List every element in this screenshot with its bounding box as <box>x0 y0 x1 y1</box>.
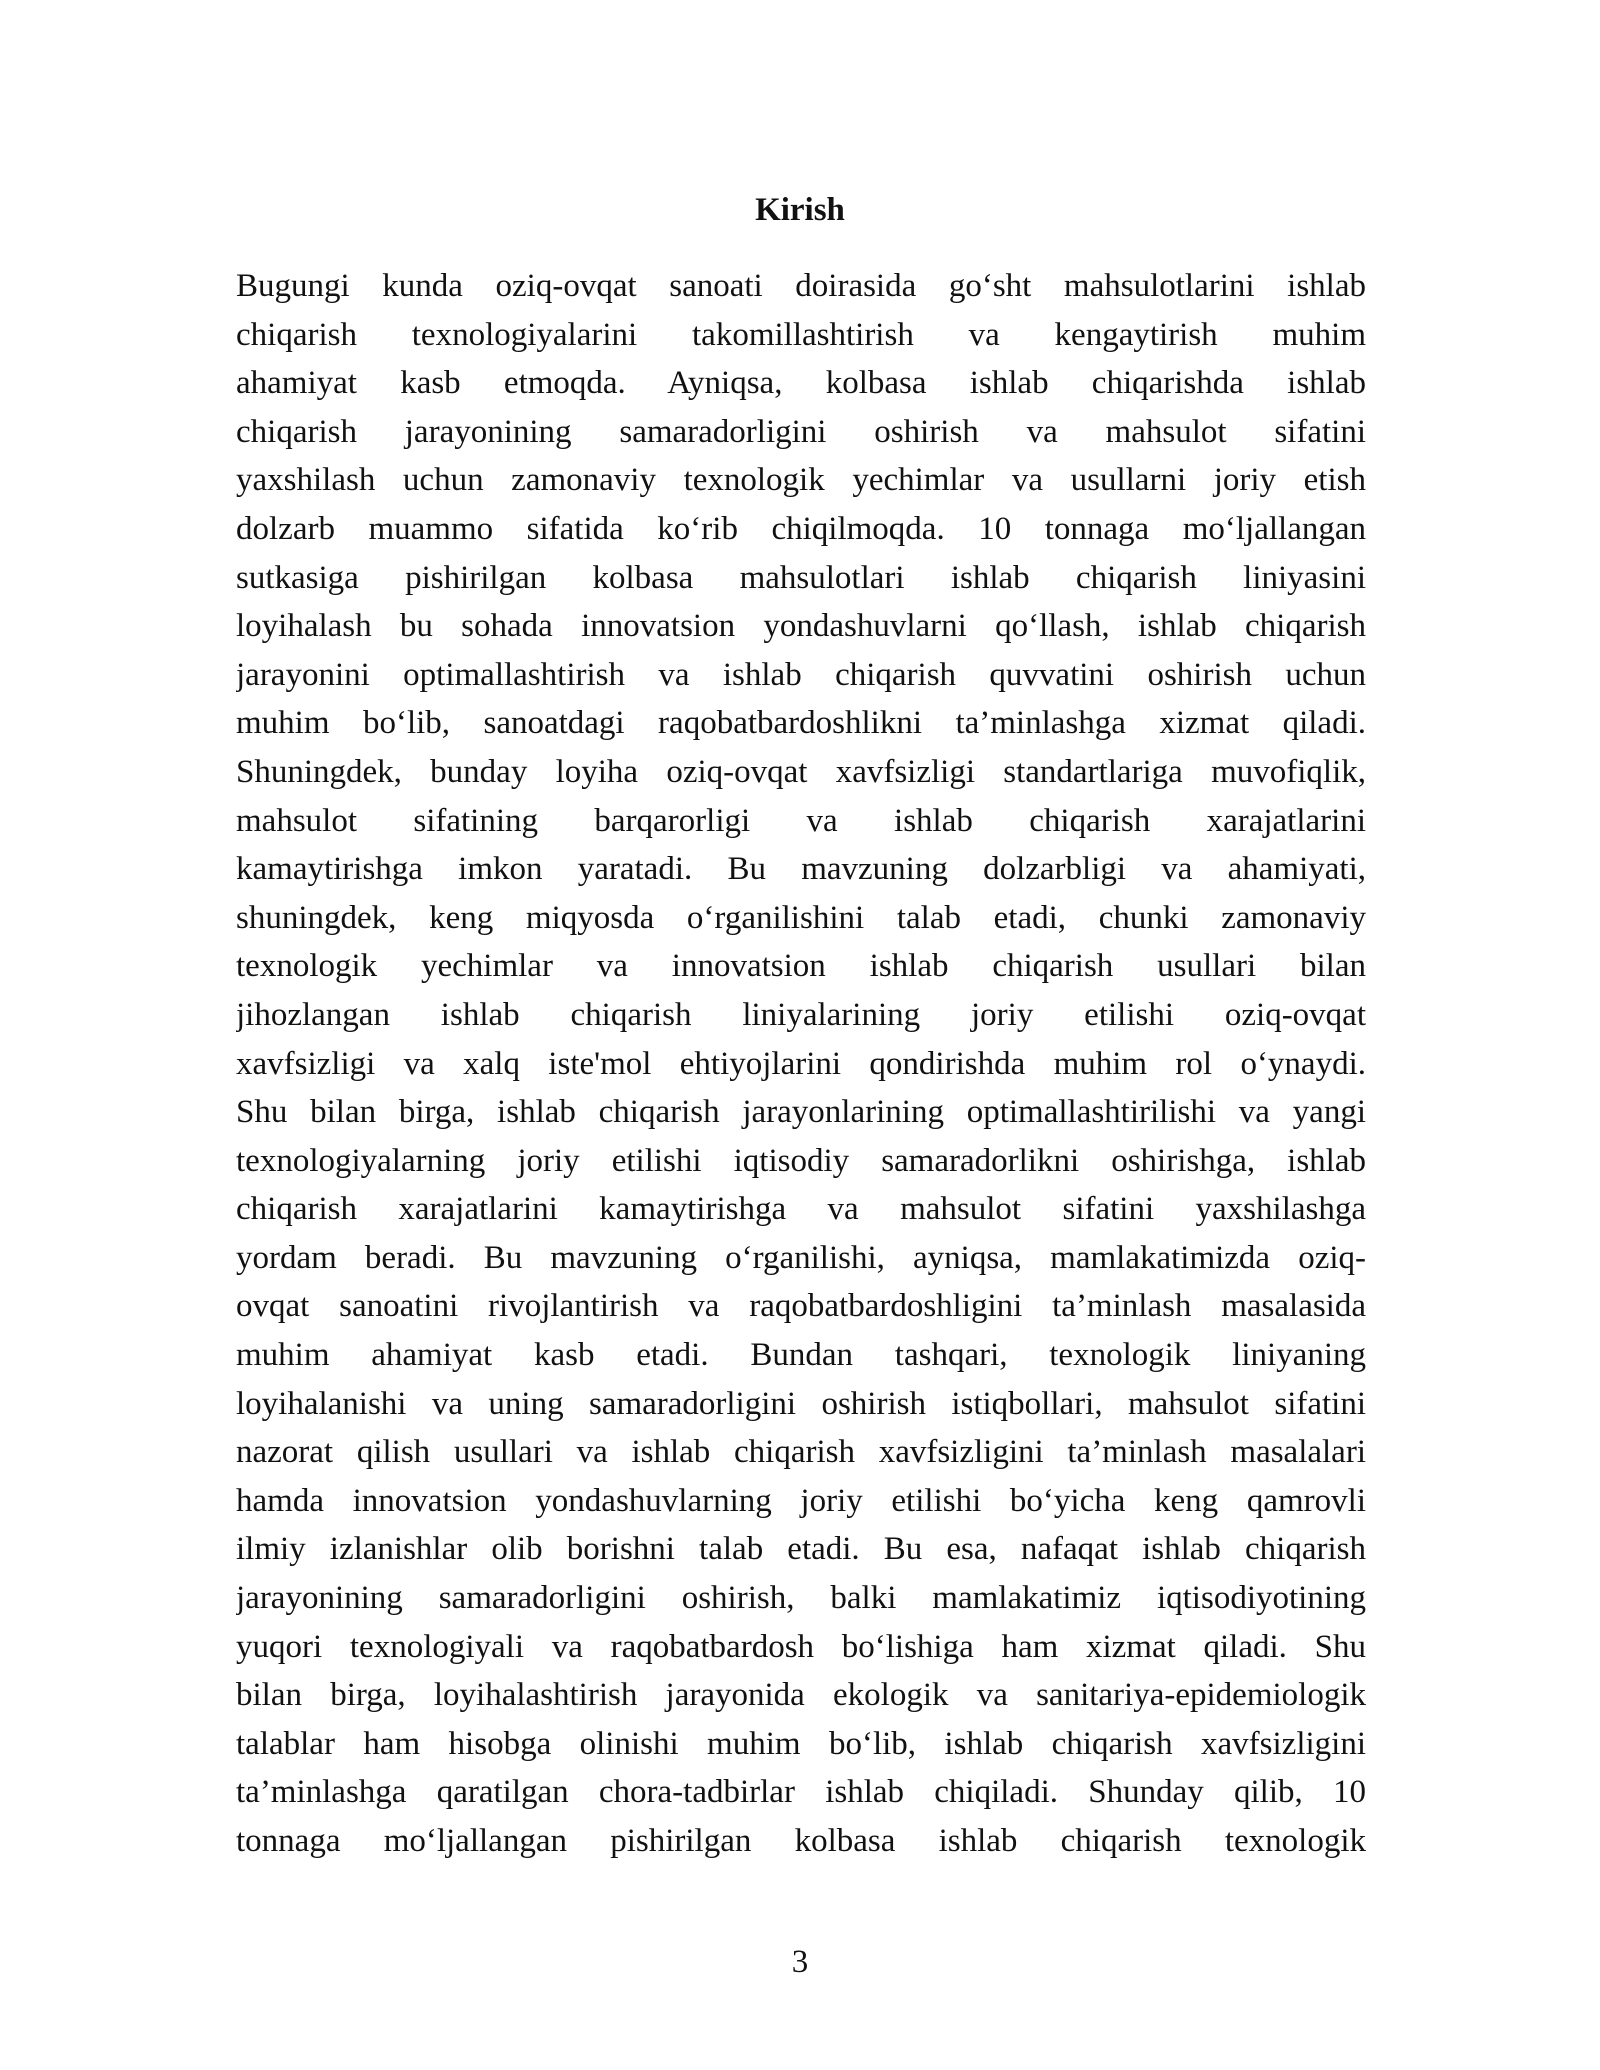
text-line: texnologiyalarning joriy etilishi iqtisodiy samaradorlikni oshirishga, ishlab <box>236 1142 1366 1179</box>
text-line: jarayonini optimallashtirish va ishlab chiqarish quvvatini oshirish uchun <box>236 656 1366 693</box>
text-line: shuningdek, keng miqyosda o‘rganilishini talab etadi, chunki zamonaviy <box>236 899 1366 936</box>
text-line: nazorat qilish usullari va ishlab chiqarish xavfsizligini ta’minlash masalalari <box>236 1434 1366 1471</box>
body-text <box>236 262 1366 1866</box>
text-line: Shu bilan birga, ishlab chiqarish jarayonlarining optimallashtirilishi va yangi <box>236 1094 1366 1131</box>
text-line: loyihalash bu sohada innovatsion yondashuvlarni qo‘llash, ishlab chiqarish <box>236 608 1366 645</box>
text-line: mahsulot sifatining barqarorligi va ishlab chiqarish xarajatlarini <box>236 802 1366 839</box>
text-line: hamda innovatsion yondashuvlarning joriy etilishi bo‘yicha keng qamrovli <box>236 1482 1366 1519</box>
text-line: yuqori texnologiyali va raqobatbardosh bo‘lishiga ham xizmat qiladi. Shu <box>236 1628 1366 1665</box>
text-line: sutkasiga pishirilgan kolbasa mahsulotlari ishlab chiqarish liniyasini <box>236 559 1366 596</box>
text-line: ta’minlashga qaratilgan chora-tadbirlar ishlab chiqiladi. Shunday qilib, 10 <box>236 1774 1366 1811</box>
text-line: tonnaga mo‘ljallangan pishirilgan kolbasa ishlab chiqarish texnologik <box>236 1823 1366 1859</box>
text-line: bilan birga, loyihalashtirish jarayonida ekologik va sanitariya-epidemiologik <box>236 1677 1366 1714</box>
text-line: chiqarish jarayonining samaradorligini oshirish va mahsulot sifatini <box>236 413 1366 450</box>
text-line: muhim bo‘lib, sanoatdagi raqobatbardoshlikni ta’minlashga xizmat qiladi. <box>236 705 1366 742</box>
text-line: texnologik yechimlar va innovatsion ishlab chiqarish usullari bilan <box>236 948 1366 985</box>
text-line: muhim ahamiyat kasb etadi. Bundan tashqari, texnologik liniyaning <box>236 1337 1366 1374</box>
text-line: Shuningdek, bunday loyiha oziq-ovqat xavfsizligi standartlariga muvofiqlik, <box>236 753 1366 790</box>
text-line: dolzarb muammo sifatida ko‘rib chiqilmoqda. 10 tonnaga mo‘ljallangan <box>236 510 1366 547</box>
text-line: ilmiy izlanishlar olib borishni talab etadi. Bu esa, nafaqat ishlab chiqarish <box>236 1531 1366 1568</box>
text-line: Bugungi kunda oziq-ovqat sanoati doirasida go‘sht mahsulotlarini ishlab <box>236 268 1366 304</box>
text-line: chiqarish xarajatlarini kamaytirishga va mahsulot sifatini yaxshilashga <box>236 1191 1366 1228</box>
page-title: Kirish <box>755 192 845 228</box>
text-line: yaxshilash uchun zamonaviy texnologik yechimlar va usullarni joriy etish <box>236 462 1366 499</box>
text-line: ovqat sanoatini rivojlantirish va raqobatbardoshligini ta’minlash masalasida <box>236 1288 1366 1325</box>
text-line: talablar ham hisobga olinishi muhim bo‘lib, ishlab chiqarish xavfsizligini <box>236 1725 1366 1762</box>
page-number: 3 <box>791 1944 809 1980</box>
text-line: xavfsizligi va xalq iste'mol ehtiyojlarini qondirishda muhim rol o‘ynaydi. <box>236 1045 1366 1082</box>
text-line: jihozlangan ishlab chiqarish liniyalarining joriy etilishi oziq-ovqat <box>236 996 1366 1033</box>
text-line: yordam beradi. Bu mavzuning o‘rganilishi, ayniqsa, mamlakatimizda oziq- <box>236 1239 1366 1276</box>
text-line: jarayonining samaradorligini oshirish, balki mamlakatimiz iqtisodiyotining <box>236 1580 1366 1617</box>
text-line: ahamiyat kasb etmoqda. Ayniqsa, kolbasa ishlab chiqarishda ishlab <box>236 365 1366 402</box>
text-line: kamaytirishga imkon yaratadi. Bu mavzuning dolzarbligi va ahamiyati, <box>236 851 1366 888</box>
text-line: loyihalanishi va uning samaradorligini oshirish istiqbollari, mahsulot sifatini <box>236 1385 1366 1422</box>
text-line: chiqarish texnologiyalarini takomillashtirish va kengaytirish muhim <box>236 316 1366 353</box>
